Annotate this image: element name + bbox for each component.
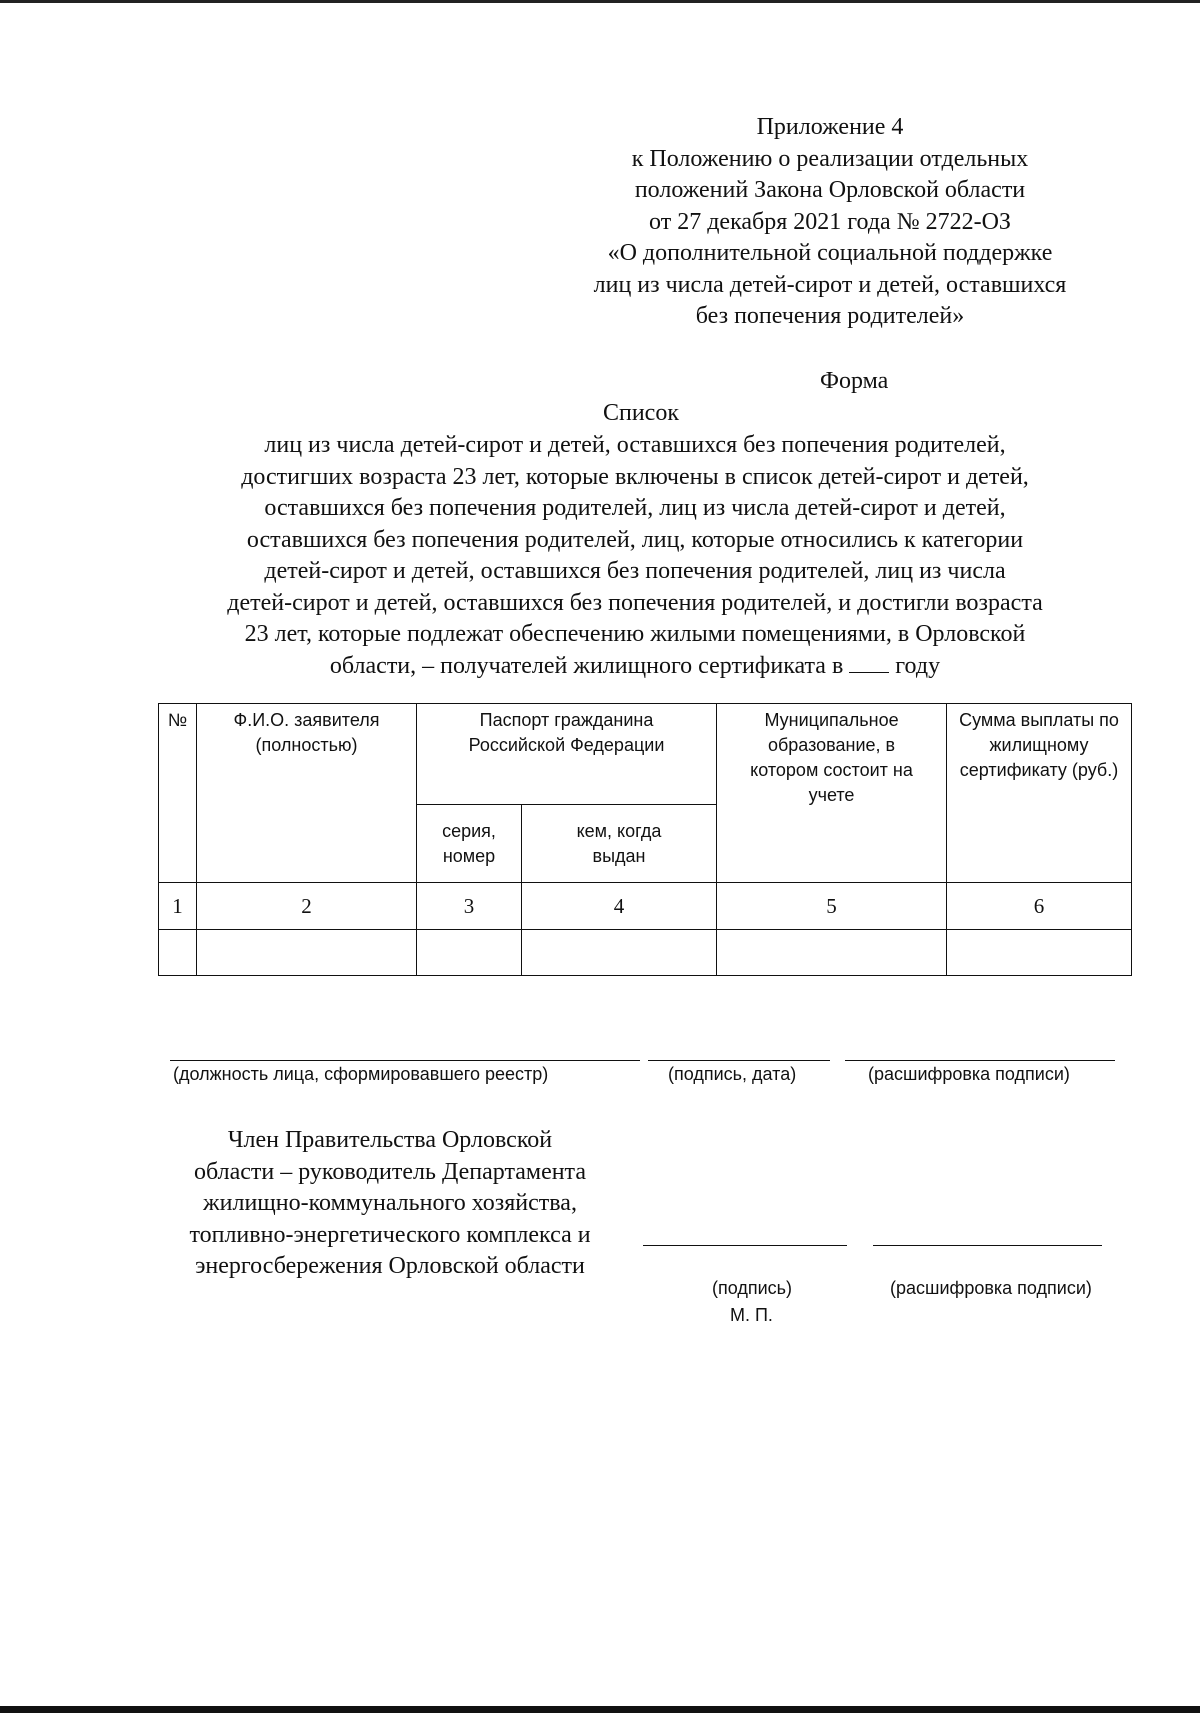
member-title-line: жилищно-коммунального хозяйства, [203, 1190, 577, 1216]
table-header-row [159, 704, 1132, 805]
table-cell-empty[interactable] [417, 930, 522, 976]
header-issued: кем, когда выдан [522, 805, 717, 883]
list-title [150, 430, 1120, 682]
decode-caption: (расшифровка подписи) [868, 1064, 1070, 1084]
column-number: 5 [717, 883, 947, 930]
appendix-line: лиц из числа детей-сирот и детей, оставшихся [593, 271, 1067, 298]
member-title-line: области – руководитель Департамента [194, 1158, 586, 1185]
header-passport: Паспорт гражданина Российской Федерации [417, 704, 717, 805]
appendix-line: положений Закона Орловской области [634, 177, 1026, 203]
list-title-line: 23 лет, которые подлежат обеспечению жилыми помещениями, в Орловской [244, 621, 1026, 647]
list-title-line: достигших возраста 23 лет, которые включены в список детей-сирот и детей, [241, 463, 1029, 490]
table-cell-empty[interactable] [947, 930, 1132, 976]
member-decode-line[interactable] [873, 1245, 1102, 1246]
header-fio: Ф.И.О. заявителя (полностью) [197, 704, 417, 883]
member-title-line: топливно-энергетического комплекса и [189, 1221, 591, 1248]
appendix-header [540, 112, 1120, 333]
year-blank-field[interactable] [849, 652, 889, 673]
member-sign-caption: (подпись) [712, 1278, 793, 1298]
column-number: 6 [947, 883, 1132, 930]
list-title-last-after: году [895, 652, 941, 679]
appendix-line: Приложение 4 [756, 114, 904, 140]
recipients-table [158, 703, 1132, 976]
decode-signature-line[interactable] [845, 1060, 1115, 1061]
member-title-line: энергосбережения Орловской области [195, 1253, 585, 1279]
column-number: 3 [417, 883, 522, 930]
list-title-last-line [150, 651, 1120, 683]
scan-top-edge [0, 0, 1200, 3]
member-signature-line[interactable] [643, 1245, 847, 1246]
sign-date-line[interactable] [648, 1060, 830, 1061]
column-number: 4 [522, 883, 717, 930]
table-cell-empty[interactable] [197, 930, 417, 976]
stamp-place-label: М. П. [730, 1305, 773, 1325]
member-decode-caption: (расшифровка подписи) [890, 1278, 1092, 1298]
sign-date-caption: (подпись, дата) [668, 1064, 797, 1084]
member-title [150, 1125, 630, 1283]
table-cell-empty[interactable] [159, 930, 197, 976]
list-heading: Список [602, 400, 679, 426]
table-row [159, 930, 1132, 976]
column-number: 2 [197, 883, 417, 930]
appendix-line: «О дополнительной социальной поддержке [607, 240, 1053, 266]
header-sum: Сумма выплаты по жилищному сертификату (руб.) [947, 704, 1132, 883]
form-label: Форма [820, 368, 889, 394]
column-number: 1 [159, 883, 197, 930]
list-title-line: оставшихся без попечения родителей, лиц из числа детей-сирот и детей, [264, 495, 1006, 521]
list-title-line: детей-сирот и детей, оставшихся без попечения родителей, и достигли возраста [227, 589, 1043, 616]
list-title-line: детей-сирот и детей, оставшихся без попечения родителей, лиц из числа [264, 558, 1006, 584]
table-cell-empty[interactable] [717, 930, 947, 976]
table-cell-empty[interactable] [522, 930, 717, 976]
list-title-line: лиц из числа детей-сирот и детей, оставшихся без попечения родителей, [264, 432, 1006, 458]
list-title-line: оставшихся без попечения родителей, лиц, которые относились к категории [246, 526, 1024, 553]
scan-bottom-edge [0, 1706, 1200, 1713]
position-signature-line[interactable] [170, 1060, 640, 1061]
appendix-line: от 27 декабря 2021 года № 2722-ОЗ [649, 208, 1011, 235]
header-number: № [159, 704, 197, 883]
header-municipal: Муниципальное образование, в котором состоит на учете [717, 704, 947, 883]
member-title-line: Член Правительства Орловской [227, 1127, 553, 1153]
appendix-line: без попечения родителей» [695, 303, 965, 329]
header-series: серия, номер [417, 805, 522, 883]
list-title-last-before: области, – получателей жилищного сертификата в [329, 652, 844, 679]
position-caption: (должность лица, сформировавшего реестр) [173, 1064, 549, 1084]
appendix-line: к Положению о реализации отдельных [631, 145, 1029, 172]
table-numbering-row [159, 883, 1132, 930]
